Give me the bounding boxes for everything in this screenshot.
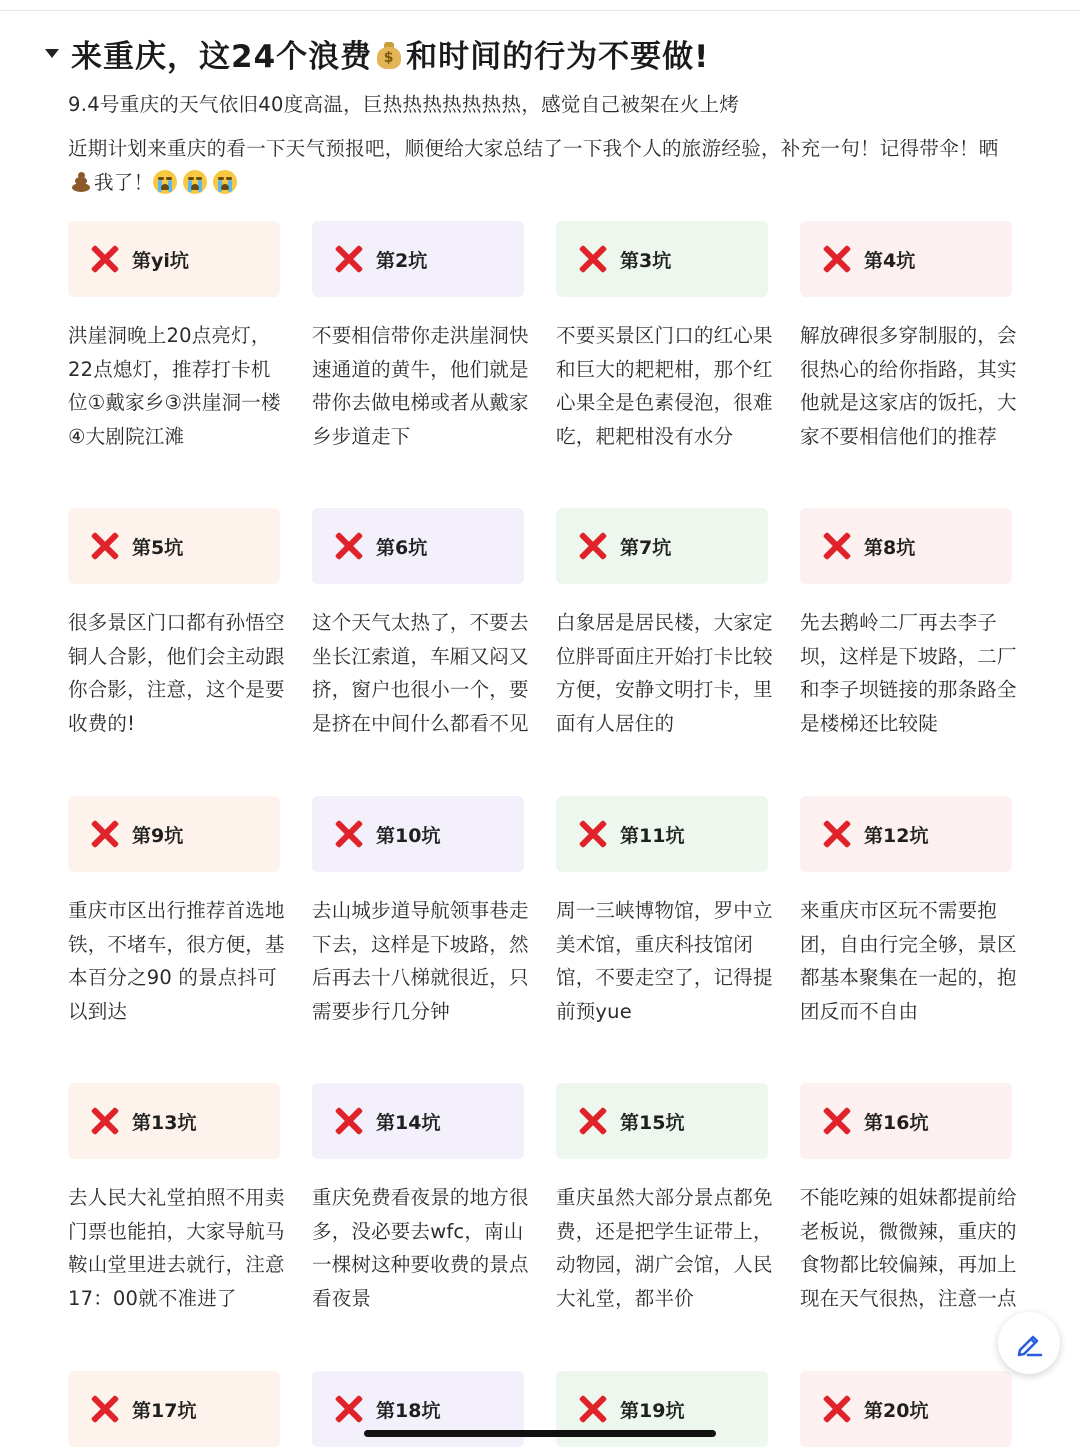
tip-description: 不能吃辣的姐妹都提前给老板说，微微辣，重庆的食物都比较偏辣，再加上现在天气很热，注意一点	[800, 1186, 1017, 1310]
cross-mark-icon	[90, 531, 120, 561]
tip-description: 洪崖洞晚上20点亮灯，22点熄灯，推荐打卡机位①戴家乡③洪崖洞一楼④大剧院江滩	[68, 324, 281, 448]
cross-mark-icon	[578, 819, 608, 849]
cross-mark-icon	[90, 244, 120, 274]
tip-label: 第6坑	[376, 536, 428, 559]
tip-description: 不要买景区门口的红心果和巨大的耙耙柑，那个红心果全是色素侵泡，很难吃，耙耙柑没有水分	[556, 324, 773, 448]
tip-description: 周一三峡博物馆，罗中立美术馆，重庆科技馆闭馆，不要走空了，记得提前预yue	[556, 899, 773, 1023]
tip-label: 第3坑	[620, 249, 672, 272]
tip-card	[68, 221, 280, 297]
cross-mark-icon	[90, 819, 120, 849]
tip-card	[800, 221, 1012, 297]
tip-label: 第12坑	[864, 824, 929, 847]
intro-line-1: 9.4号重庆的天气依旧40度高温，巨热热热热热热热，感觉自己被架在火上烤	[68, 93, 740, 116]
tip-description: 先去鹅岭二厂再去李子坝，这样是下坡路，二厂和李子坝链接的那条路全是楼梯还比较陡	[800, 611, 1017, 735]
cross-mark-icon	[334, 1106, 364, 1136]
tip-label: 第5坑	[132, 536, 184, 559]
tip-card	[312, 221, 524, 297]
tip-card	[800, 796, 1012, 872]
tip-card	[312, 1083, 524, 1159]
tip-card	[68, 508, 280, 584]
tip-label: 第10坑	[376, 824, 441, 847]
cross-mark-icon	[578, 531, 608, 561]
cross-mark-icon	[578, 1394, 608, 1424]
tip-card	[556, 796, 768, 872]
tip-card	[312, 508, 524, 584]
crying-face-icon	[153, 170, 177, 194]
cross-mark-icon	[822, 244, 852, 274]
tip-card	[556, 508, 768, 584]
tip-description: 重庆市区出行推荐首选地铁，不堵车，很方便，基本百分之90 的景点抖可以到达	[68, 899, 285, 1023]
page-title: 来重庆，这24个浪费 $ 和时间的行为不要做!	[71, 38, 710, 75]
tip-description: 来重庆市区玩不需要抱团，自由行完全够，景区都基本聚集在一起的，抱团反而不自由	[800, 899, 1017, 1023]
cross-mark-icon	[334, 1394, 364, 1424]
cross-mark-icon	[334, 531, 364, 561]
tip-card	[68, 1371, 280, 1447]
cross-mark-icon	[822, 531, 852, 561]
tip-description: 不要相信带你走洪崖洞快速通道的黄牛，他们就是带你去做电梯或者从戴家乡步道走下	[312, 324, 529, 448]
cross-mark-icon	[822, 1106, 852, 1136]
tip-card	[68, 796, 280, 872]
tip-label: 第4坑	[864, 249, 916, 272]
tip-label: 第20坑	[864, 1399, 929, 1422]
cross-mark-icon	[90, 1106, 120, 1136]
tip-label: 第19坑	[620, 1399, 685, 1422]
tip-description: 去山城步道导航领事巷走下去，这样是下坡路，然后再去十八梯就很近，只需要步行几分钟	[312, 899, 529, 1023]
tip-card	[556, 221, 768, 297]
cross-mark-icon	[578, 1106, 608, 1136]
cross-mark-icon	[90, 1394, 120, 1424]
tip-card	[800, 1371, 1012, 1447]
crying-face-icon	[213, 170, 237, 194]
section-header[interactable]	[40, 28, 709, 78]
home-indicator	[364, 1430, 716, 1437]
tip-label: 第8坑	[864, 536, 916, 559]
tip-label: 第9坑	[132, 824, 184, 847]
tip-label: 第13坑	[132, 1111, 197, 1134]
tip-card	[800, 508, 1012, 584]
tip-card	[312, 796, 524, 872]
tip-description: 重庆虽然大部分景点都免费，还是把学生证带上，动物园，湖广会馆，人民大礼堂，都半价	[556, 1186, 773, 1310]
pencil-edit-icon	[1014, 1328, 1044, 1358]
tip-description: 很多景区门口都有孙悟空铜人合影，他们会主动跟你合影，注意，这个是要收费的!	[68, 611, 285, 735]
tip-description: 这个天气太热了，不要去坐长江索道，车厢又闷又挤，窗户也很小一个，要是挤在中间什么都看不见	[312, 611, 529, 735]
money-bag-icon: $	[376, 40, 402, 70]
tip-card	[800, 1083, 1012, 1159]
tip-label: 第18坑	[376, 1399, 441, 1422]
intro-line-2: 近期计划来重庆的看一下天气预报吧，顺便给大家总结了一下我个人的旅游经验，补充一句！记得带伞！晒 我了！	[68, 137, 999, 194]
cross-mark-icon	[822, 819, 852, 849]
crying-face-icon	[183, 170, 207, 194]
edit-button[interactable]	[998, 1312, 1060, 1374]
top-divider	[0, 10, 1080, 11]
tip-label: 第7坑	[620, 536, 672, 559]
pile-of-poo-icon	[70, 171, 92, 193]
tip-label: 第11坑	[620, 824, 685, 847]
tip-card	[68, 1083, 280, 1159]
cross-mark-icon	[822, 1394, 852, 1424]
cross-mark-icon	[578, 244, 608, 274]
tip-label: 第16坑	[864, 1111, 929, 1134]
tip-description: 重庆免费看夜景的地方很多，没必要去wfc，南山一棵树这种要收费的景点看夜景	[312, 1186, 529, 1310]
tip-label: 第14坑	[376, 1111, 441, 1134]
tip-label: 第15坑	[620, 1111, 685, 1134]
tip-card	[556, 1083, 768, 1159]
cross-mark-icon	[334, 819, 364, 849]
tip-label: 第2坑	[376, 249, 428, 272]
collapse-caret-icon[interactable]	[45, 49, 59, 58]
tip-description: 去人民大礼堂拍照不用卖门票也能拍，大家导航马鞍山堂里进去就行，注意17：00就不准进了	[68, 1186, 285, 1310]
tip-description: 解放碑很多穿制服的，会很热心的给你指路，其实他就是这家店的饭托，大家不要相信他们的推荐	[800, 324, 1017, 448]
cross-mark-icon	[334, 244, 364, 274]
tip-description: 白象居是居民楼，大家定位胖哥面庄开始打卡比较方便，安静文明打卡，里面有人居住的	[556, 611, 773, 735]
tip-label: 第17坑	[132, 1399, 197, 1422]
tip-label: 第yi坑	[132, 249, 189, 272]
